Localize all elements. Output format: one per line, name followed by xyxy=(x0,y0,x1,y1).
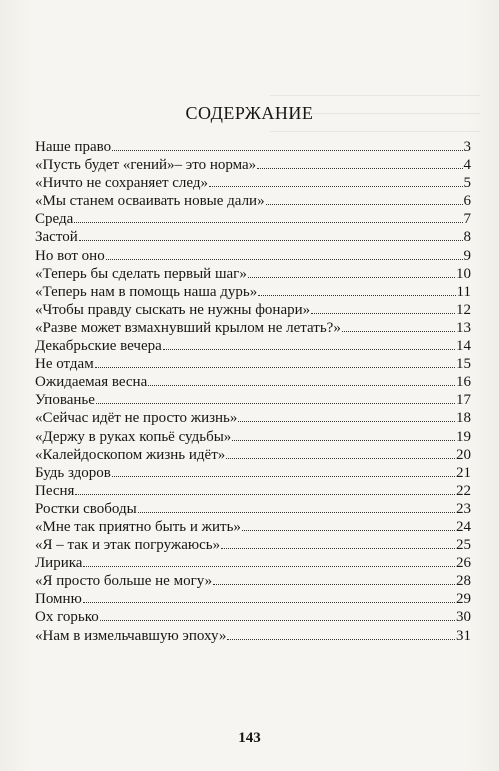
toc-entry xyxy=(35,518,471,536)
toc-entry xyxy=(35,156,471,174)
toc-entry xyxy=(35,301,471,319)
toc-entry xyxy=(35,283,471,301)
dot-leader xyxy=(258,295,455,296)
toc-entry-page: 25 xyxy=(456,537,471,554)
toc-entry-title: «Я просто больше не могу» xyxy=(35,573,213,590)
toc-entry-title: Будь здоров xyxy=(35,464,111,481)
dot-leader xyxy=(242,530,455,531)
toc-entry-title: Упованье xyxy=(35,392,95,409)
dot-leader xyxy=(112,150,462,151)
toc-entry-title: Не отдам xyxy=(35,356,94,373)
toc-entry xyxy=(35,428,471,446)
toc-entry-page: 21 xyxy=(456,464,471,481)
dot-leader xyxy=(83,566,455,567)
toc-entry-title: Но вот оно xyxy=(35,247,105,264)
toc-entry xyxy=(35,228,471,246)
toc-entry xyxy=(35,138,471,156)
dot-leader xyxy=(248,277,455,278)
toc-entry-page: 10 xyxy=(456,265,471,282)
toc-entry-title: «Мы станем осваивать новые дали» xyxy=(35,193,265,210)
toc-entry xyxy=(35,355,471,373)
dot-leader xyxy=(148,385,455,386)
toc-entry-page: 6 xyxy=(463,193,471,210)
toc-entry-title: Наше право xyxy=(35,139,112,155)
dot-leader xyxy=(95,367,455,368)
toc-entry-title: «Мне так приятно быть и жить» xyxy=(35,518,241,535)
toc-entry xyxy=(35,590,471,608)
toc-entry-page: 18 xyxy=(456,410,471,427)
toc-entry-title: «Калейдоскопом жизнь идёт» xyxy=(35,446,226,463)
toc-entry-title: «Ничто не сохраняет след» xyxy=(35,175,209,192)
dot-leader xyxy=(227,639,455,640)
dot-leader xyxy=(83,602,455,603)
toc-entry-page: 7 xyxy=(463,211,471,228)
toc-entry-page: 4 xyxy=(463,157,471,174)
toc-entry-page: 14 xyxy=(456,338,471,355)
page-title: СОДЕРЖАНИЕ xyxy=(185,103,314,123)
dot-leader xyxy=(163,349,455,350)
toc-entry-page: 3 xyxy=(463,139,471,155)
toc-entry-page: 5 xyxy=(463,175,471,192)
toc-entry-title: Лирика xyxy=(35,555,83,572)
toc-entry xyxy=(35,627,471,645)
toc-entry-page: 11 xyxy=(456,283,471,300)
toc-entry-page: 13 xyxy=(456,319,471,336)
dot-leader xyxy=(213,584,455,585)
toc-entry-page: 26 xyxy=(456,555,471,572)
toc-entry-page: 15 xyxy=(456,356,471,373)
toc-entry-title: Декабрьские вечера xyxy=(35,338,162,355)
toc-entry-title: «Сейчас идёт не просто жизнь» xyxy=(35,410,238,427)
dot-leader xyxy=(112,476,455,477)
toc-entry-page: 31 xyxy=(456,627,471,644)
dot-leader xyxy=(96,403,455,404)
toc-entry xyxy=(35,391,471,409)
toc-entry xyxy=(35,210,471,228)
toc-entry xyxy=(35,482,471,500)
toc-entry xyxy=(35,572,471,590)
toc-entry-page: 9 xyxy=(463,247,471,264)
toc-entry xyxy=(35,174,471,192)
toc-entry-title: Застой xyxy=(35,229,78,246)
toc-entry xyxy=(35,536,471,554)
dot-leader xyxy=(106,259,463,260)
toc-entry-page: 17 xyxy=(456,392,471,409)
dot-leader xyxy=(79,240,463,241)
toc-entry xyxy=(35,608,471,626)
toc-entry-page: 8 xyxy=(463,229,471,246)
toc-entry-title: «Разве может взмахнувший крылом не летать?» xyxy=(35,319,341,336)
toc-entry-page: 24 xyxy=(456,518,471,535)
toc-entry xyxy=(35,464,471,482)
dot-leader xyxy=(257,168,462,169)
toc-entry-page: 29 xyxy=(456,591,471,608)
toc-entry xyxy=(35,247,471,265)
toc-entry-title: «Чтобы правду сыскать не нужны фонари» xyxy=(35,301,311,318)
page-number: 143 xyxy=(238,730,261,746)
toc-entry-title: «Нам в измельчавшую эпоху» xyxy=(35,627,227,644)
dot-leader xyxy=(226,458,455,459)
toc-entry-title: «Теперь бы сделать первый шаг» xyxy=(35,265,247,282)
toc-entry-title: «Теперь нам в помощь наша дурь» xyxy=(35,283,258,300)
toc-entry xyxy=(35,373,471,391)
toc-entry-page: 22 xyxy=(456,482,471,499)
dot-leader xyxy=(238,421,455,422)
toc-entry-page: 19 xyxy=(456,428,471,445)
toc-entry-title: «Держу в руках копьё судьбы» xyxy=(35,428,232,445)
toc-entry xyxy=(35,446,471,464)
dot-leader xyxy=(75,494,455,495)
dot-leader xyxy=(221,548,455,549)
dot-leader xyxy=(74,222,462,223)
table-of-contents xyxy=(35,138,471,645)
dot-leader xyxy=(100,620,455,621)
toc-entry-title: Среда xyxy=(35,211,74,228)
toc-entry xyxy=(35,192,471,210)
toc-entry-title: «Пусть будет «гений»– это норма» xyxy=(35,157,257,174)
toc-entry xyxy=(35,265,471,283)
toc-entry xyxy=(35,337,471,355)
toc-entry-page: 16 xyxy=(456,374,471,391)
toc-entry-title: Ожидаемая весна xyxy=(35,374,148,391)
dot-leader xyxy=(266,204,463,205)
toc-entry xyxy=(35,554,471,572)
toc-entry-title: Ох горько xyxy=(35,609,99,626)
dot-leader xyxy=(138,512,455,513)
toc-entry xyxy=(35,409,471,427)
toc-entry-page: 28 xyxy=(456,573,471,590)
toc-entry xyxy=(35,319,471,337)
toc-entry-page: 20 xyxy=(456,446,471,463)
toc-entry-page: 23 xyxy=(456,500,471,517)
toc-entry-title: Песня xyxy=(35,482,75,499)
toc-entry-page: 12 xyxy=(456,301,471,318)
dot-leader xyxy=(311,313,455,314)
dot-leader xyxy=(209,186,462,187)
toc-entry-title: Ростки свободы xyxy=(35,500,137,517)
toc-entry xyxy=(35,500,471,518)
dot-leader xyxy=(232,440,455,441)
toc-entry-title: Помню xyxy=(35,591,82,608)
dot-leader xyxy=(342,331,455,332)
toc-entry-page: 30 xyxy=(456,609,471,626)
toc-entry-title: «Я – так и этак погружаюсь» xyxy=(35,537,221,554)
